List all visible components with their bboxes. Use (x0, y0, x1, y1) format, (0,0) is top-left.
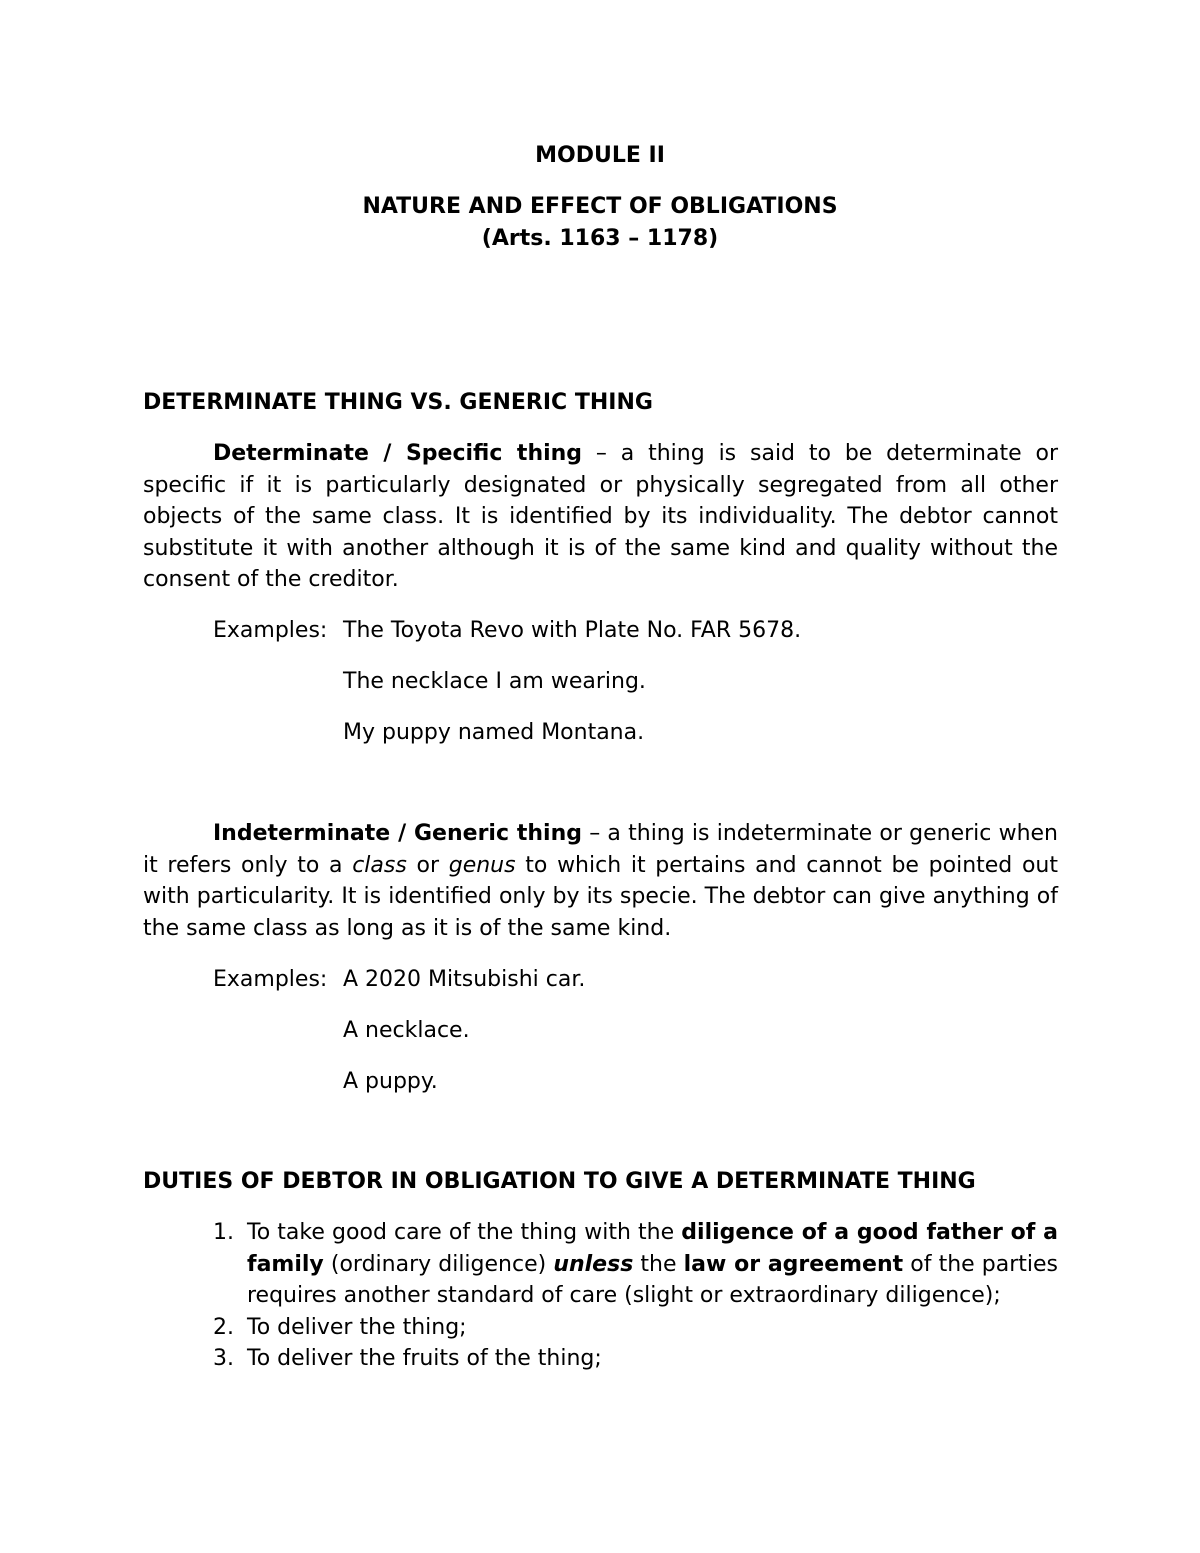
example-item: A puppy. (343, 1069, 438, 1094)
list-item: 1. To take good care of the thing with the diligence of a good father of a family (ordinary diligence) unless the law or agreement of the parties requires another standard of care (slight or extraordinary diligence); (143, 1217, 1058, 1312)
example-item: A necklace. (343, 1018, 470, 1043)
determinate-term: Determinate / Specific thing (213, 441, 583, 466)
determinate-definition-text: – a thing is said to be determinate or specific if it is particularly designated or physically segregated from all other objects of the same class. It is identified by its individuality. The debtor cannot substitute it with another although it is of the same kind and quality without the consent of the creditor. (143, 441, 1058, 592)
list-number: 1. (213, 1220, 234, 1245)
generic-definition: Indeterminate / Generic thing – a thing is indeterminate or generic when it refers only to a class or genus to which it pertains and cannot be pointed out with particularity. It is identified only by its specie. The debtor can give anything of the same class as long as it is of the same kind. (143, 821, 1059, 941)
list-item: 2. To deliver the thing; (143, 1312, 1058, 1344)
example-item: A 2020 Mitsubishi car. (343, 967, 586, 992)
examples-label-generic: Examples: (213, 967, 328, 992)
unless-term: unless (553, 1251, 634, 1277)
module-label: MODULE II (535, 143, 665, 168)
example-item: The necklace I am wearing. (343, 669, 646, 694)
examples-label-determinate: Examples: (213, 618, 328, 643)
list-number: 2. (213, 1314, 234, 1340)
example-item: The Toyota Revo with Plate No. FAR 5678. (343, 618, 802, 643)
determinate-definition (143, 438, 1058, 596)
articles-range: (Arts. 1163 – 1178) (481, 226, 719, 251)
genus-term: genus (448, 852, 516, 878)
generic-term: Indeterminate / Generic thing (213, 821, 583, 846)
duties-list (143, 1217, 1058, 1375)
law-or-agreement-term: law or agreement (683, 1251, 904, 1277)
class-term: class (352, 852, 407, 878)
document-title: NATURE AND EFFECT OF OBLIGATIONS (362, 194, 838, 219)
diligence-term: diligence of a good father of a family (247, 1220, 1058, 1277)
section-heading-determinate-vs-generic: DETERMINATE THING VS. GENERIC THING (143, 390, 653, 415)
example-item: My puppy named Montana. (343, 720, 645, 745)
list-number: 3. (213, 1346, 234, 1371)
section-heading-duties-of-debtor: DUTIES OF DEBTOR IN OBLIGATION TO GIVE A DETERMINATE THING (143, 1169, 976, 1194)
list-item: 3. To deliver the fruits of the thing; (143, 1343, 1058, 1375)
